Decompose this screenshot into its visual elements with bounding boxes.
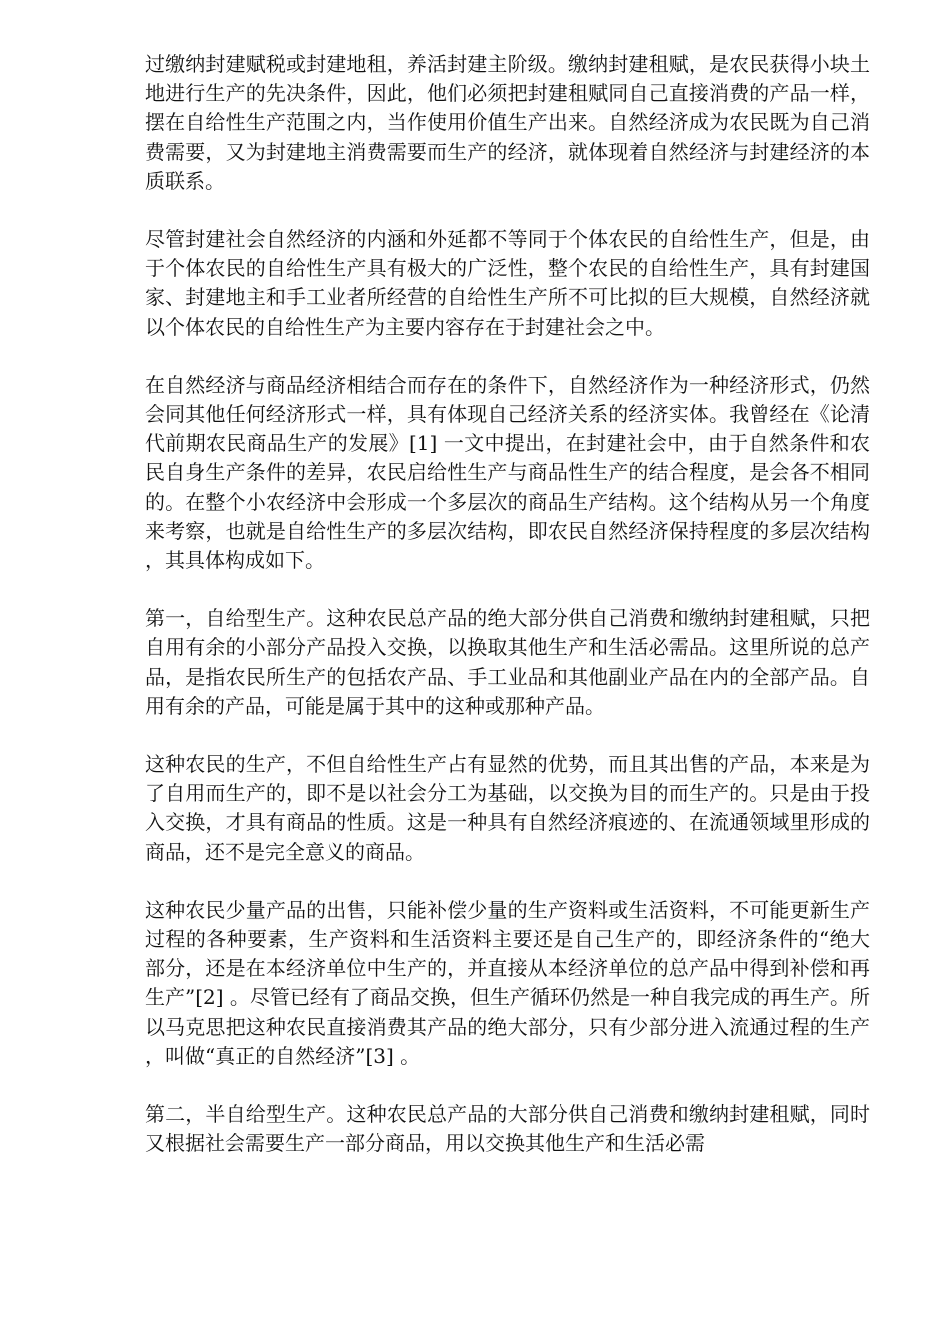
paragraph-5: 这种农民的生产，不但自给性生产占有显然的优势，而且其出售的产品，本来是为了自用而生产的，即不是以社会分工为基础，以交换为目的而生产的。只是由于投入交换，才具有商品的性质。这是一种具有自然经济痕迹的、在流通领域里形成的商品，还不是完全意义的商品。 [145,752,870,864]
paragraph-7: 第二，半自给型生产。这种农民总产品的大部分供自己消费和缴纳封建租赋，同时又根据社会需要生产一部分商品，用以交换其他生产和生活必需 [145,1102,870,1156]
paragraph-2: 尽管封建社会自然经济的内涵和外延都不等同于个体农民的自给性生产，但是，由于个体农民的自给性生产具有极大的广泛性，整个农民的自给性生产，具有封建国家、封建地主和手工业者所经营的自给性生产所不可比拟的巨大规模，自然经济就以个体农民的自给性生产为主要内容存在于封建社会之中。 [145,227,870,339]
paragraph-1: 过缴纳封建赋税或封建地租，养活封建主阶级。缴纳封建租赋，是农民获得小块土地进行生产的先决条件，因此，他们必须把封建租赋同自己直接消费的产品一样，摆在自给性生产范围之内，当作使用价值生产出来。自然经济成为农民既为自己消费需要，又为封建地主消费需要而生产的经济，就体现着自然经济与封建经济的本质联系。 [145,52,870,193]
paragraph-6: 这种农民少量产品的出售，只能补偿少量的生产资料或生活资料，不可能更新生产过程的各种要素，生产资料和生活资料主要还是自己生产的，即经济条件的“绝大部分，还是在本经济单位中生产的，并直接从本经济单位的总产品中得到补偿和再生产”[2] 。尽管已经有了商品交换，但生产循环仍然是一种自我完成的再生产。所以马克思把这种农民直接消费其产品的绝大部分，只有少部分进入流通过程的生产，叫做“真正的自然经济”[3] 。 [145,897,870,1068]
document-page [145,50,870,1188]
paragraph-4: 第一，自给型生产。这种农民总产品的绝大部分供自己消费和缴纳封建租赋，只把自用有余的小部分产品投入交换，以换取其他生产和生活必需品。这里所说的总产品，是指农民所生产的包括农产品、手工业品和其他副业产品在内的全部产品。自用有余的产品，可能是属于其中的这种或那种产品。 [145,606,870,718]
paragraph-3: 在自然经济与商品经济相结合而存在的条件下，自然经济作为一种经济形式，仍然会同其他任何经济形式一样，具有体现自己经济关系的经济实体。我曾经在《论清代前期农民商品生产的发展》[1] 一文中提出，在封建社会中，由于自然条件和农民自身生产条件的差异，农民启给性生产与商品性生产的结合程度，是会各不相同的。在整个小农经济中会形成一个多层次的商品生产结构。这个结构从另一个角度来考察，也就是自给性生产的多层次结构，即农民自然经济保持程度的多层次结构，其具体构成如下。 [145,372,870,573]
